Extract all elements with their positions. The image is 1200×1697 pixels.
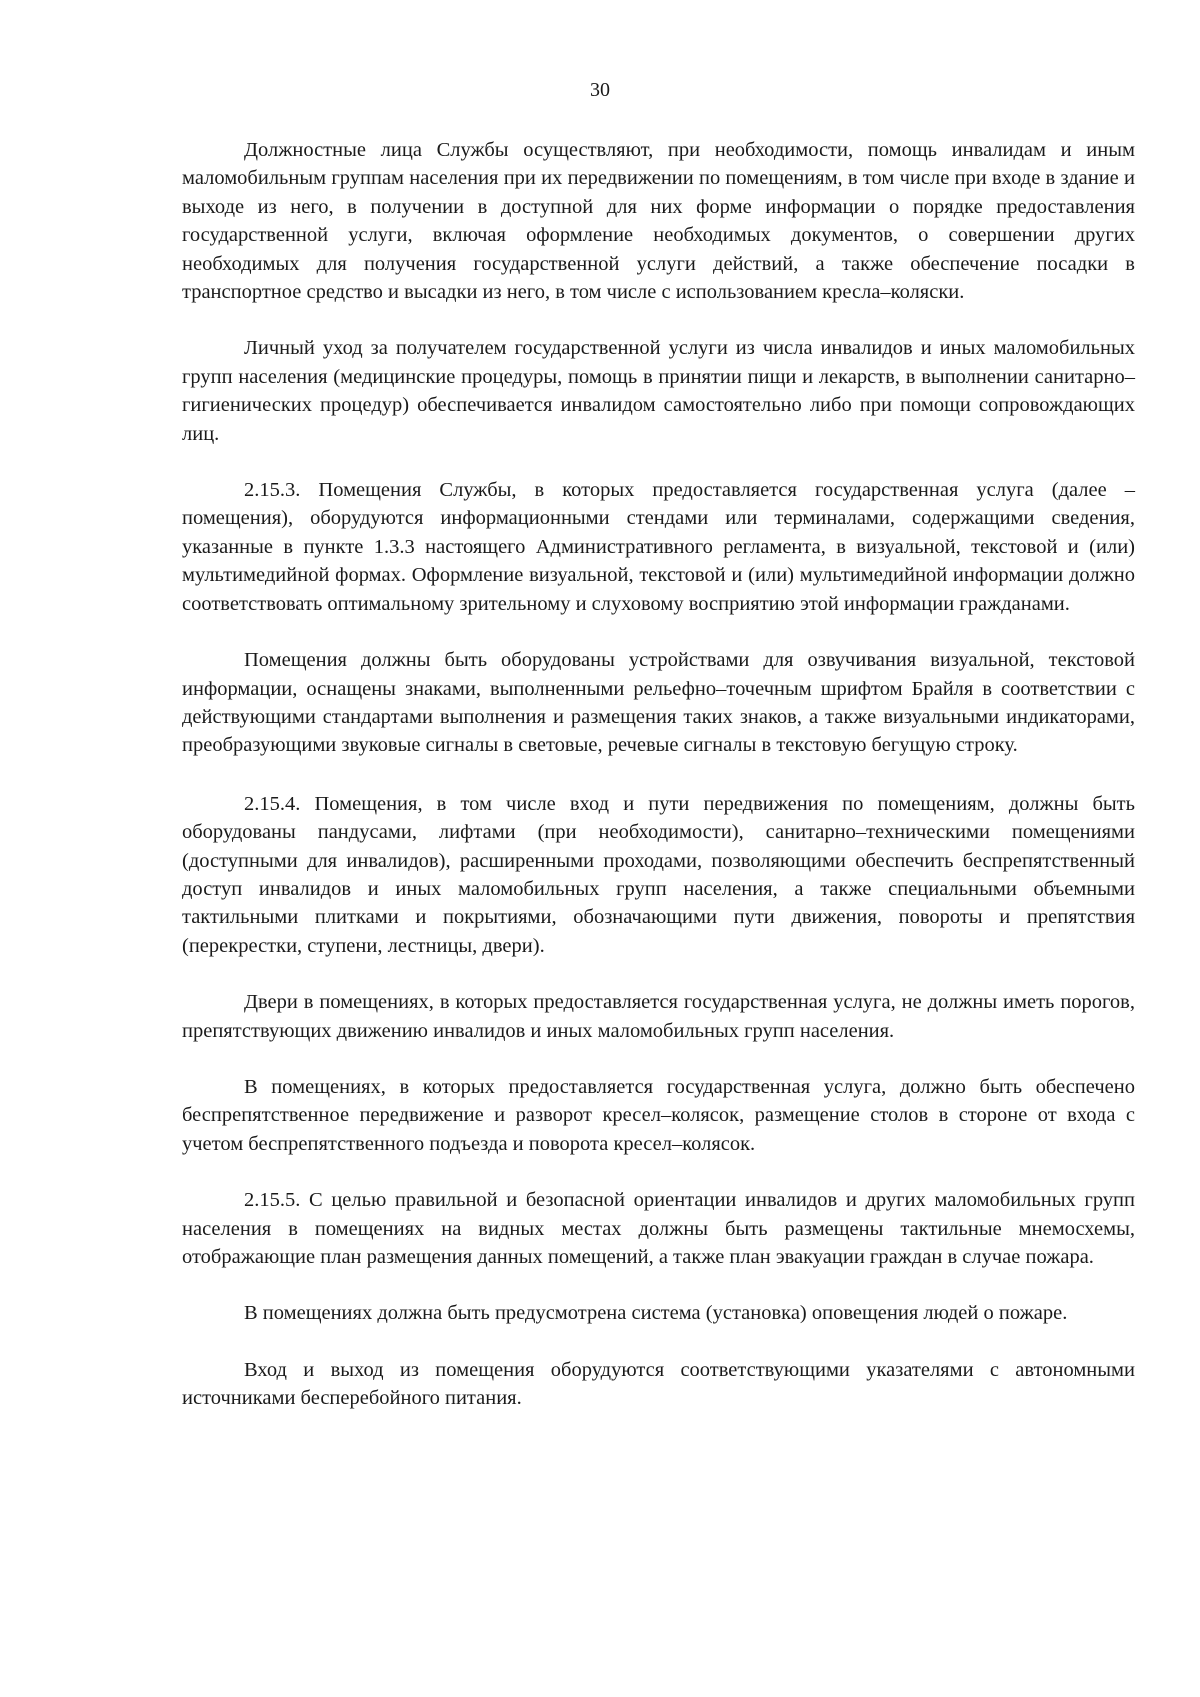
paragraph: Двери в помещениях, в которых предоставляется государственная услуга, не должны иметь порогов, препятствующих движению инвалидов и иных маломобильных групп населения.: [182, 991, 1135, 1042]
paragraph: 2.15.5. С целью правильной и безопасной ориентации инвалидов и других маломобильных групп населения в помещениях на видных местах должны быть размещены тактильные мнемосхемы, отображающие план размещения данных помещений, а также план эвакуации граждан в случае пожара.: [182, 1189, 1135, 1268]
paragraph: В помещениях, в которых предоставляется государственная услуга, должно быть обеспечено беспрепятственное передвижение и разворот кресел–колясок, размещение столов в стороне от входа с учетом беспрепятственного подъезда и поворота кресел–колясок.: [182, 1075, 1135, 1155]
paragraph: 2.15.3. Помещения Службы, в которых предоставляется государственная услуга (далее – помещения), оборудуются информационными стендами или терминалами, содержащими сведения, указанные в пункте 1.3.3 настоящего Административного регламента, в визуальной, текстовой и (или) мультимедийной формах. Оформление визуальной, текстовой и (или) мультимедийной информации должно соответствовать оптимальному зрительному и слуховому восприятию этой информации гражданами.: [182, 479, 1135, 615]
page-number: 30: [590, 79, 610, 101]
paragraph: Вход и выход из помещения оборудуются соответствующими указателями с автономными источниками бесперебойного питания.: [182, 1358, 1135, 1410]
paragraph: Должностные лица Службы осуществляют, при необходимости, помощь инвалидам и иным маломобильным группам населения при их передвижении по помещениям, в том числе при входе в здание и выходе из него, в получении в доступной для них форме информации о порядке предоставления государственной услуги, включая оформление необходимых документов, о совершении других необходимых для получения государственной услуги действий, а также обеспечение посадки в транспортное средство и высадки из него, в том числе с использованием кресла–коляски.: [182, 139, 1135, 304]
document-body: [182, 136, 1135, 1441]
paragraph: 2.15.4. Помещения, в том числе вход и пути передвижения по помещениям, должны быть оборудованы пандусами, лифтами (при необходимости), санитарно–техническими помещениями (доступными для инвалидов), расширенными проходами, позволяющими обеспечить беспрепятственный доступ инвалидов и иных маломобильных групп населения, а также специальными объемными тактильными плитками и покрытиями, обозначающими пути движения, повороты и препятствия (перекрестки, ступени, лестницы, двери).: [182, 792, 1135, 957]
paragraph: В помещениях должна быть предусмотрена система (установка) оповещения людей о пожаре.: [244, 1302, 1068, 1325]
paragraph: Помещения должны быть оборудованы устройствами для озвучивания визуальной, текстовой информации, оснащены знаками, выполненными рельефно–точечным шрифтом Брайля в соответствии с действующими стандартами выполнения и размещения таких знаков, а также визуальными индикаторами, преобразующими звуковые сигналы в световые, речевые сигналы в текстовую бегущую строку.: [182, 649, 1135, 757]
paragraph: Личный уход за получателем государственной услуги из числа инвалидов и иных маломобильных групп населения (медицинские процедуры, помощь в принятии пищи и лекарств, в выполнении санитарно–гигиенических процедур) обеспечивается инвалидом самостоятельно либо при помощи сопровождающих лиц.: [182, 337, 1135, 445]
